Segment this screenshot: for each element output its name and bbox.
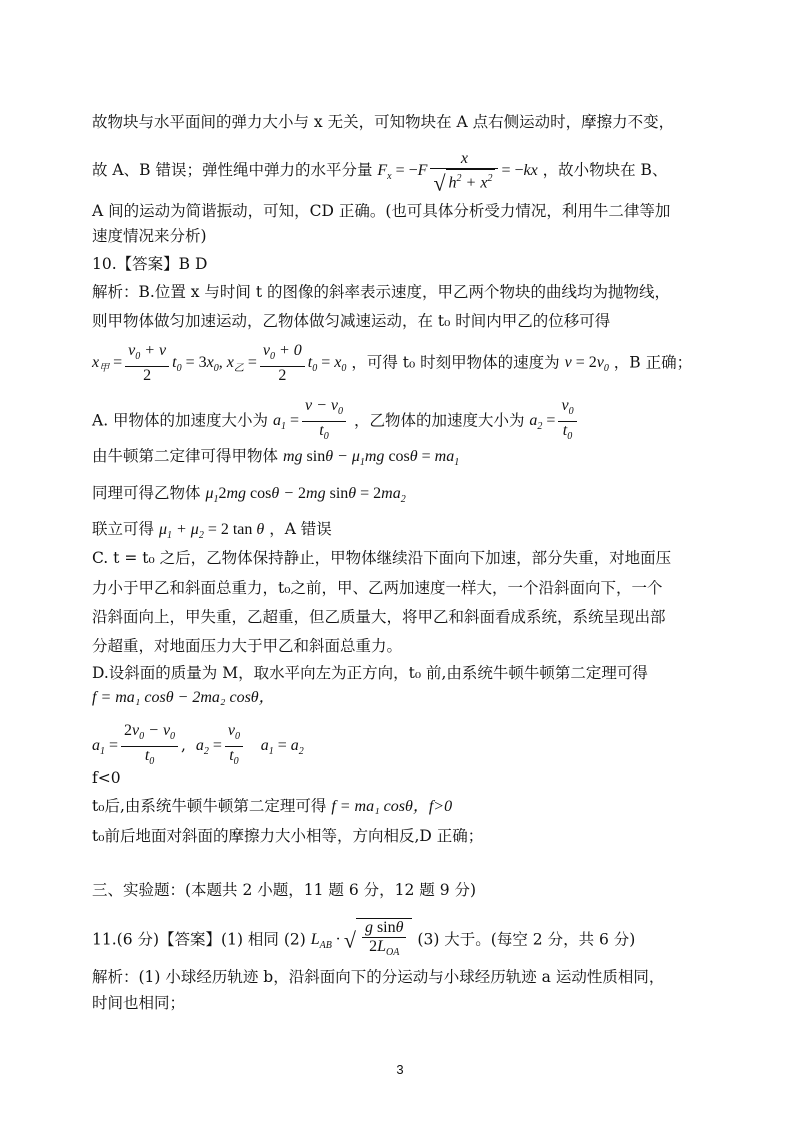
- text-segment: ，乙物体的加速度大小为: [353, 411, 525, 430]
- formula-friction: f = ma₁ cosθ − 2ma₂ cosθ，: [92, 689, 275, 706]
- formula-newton-jia: mg $\sin\theta - \mu_1mg$ $\cos\theta = ma_1$: [282, 448, 460, 469]
- formula-a2: $a_2$ = $\frac{v_0}{t_0}$: [529, 412, 579, 429]
- text-segment: 11.(6 分)【答案】(1) 相同 (2): [92, 930, 306, 949]
- text-segment: A. 甲物体的加速度大小为: [92, 411, 269, 430]
- text-segment: t₀后,由系统牛顿牛顿第二定理可得: [92, 797, 327, 815]
- text-line-formula-accel-values: $a_1$ = $\frac{2v_0 - v_0}{t_0}$ , $a_2$ = $\frac{v_0}{t_0}$ $a_1 = a_2$: [92, 722, 304, 768]
- formula-velocity: $v = 2v_0$: [564, 354, 609, 375]
- text-line: f<0: [92, 769, 121, 787]
- text-segment: 联立可得: [92, 520, 155, 538]
- text-line-after-t0: [92, 796, 452, 817]
- text-segment: ，可得 t₀ 时刻甲物体的速度为: [351, 353, 560, 372]
- text-line-formula-displacement: [92, 342, 692, 385]
- text-line: A 间的运动为简谐振动，可知，CD 正确。(也可具体分析受力情况，利用牛二律等加: [92, 202, 671, 220]
- text-line-answer-11: [92, 918, 635, 962]
- text-line: t₀前后地面对斜面的摩擦力大小相等，方向相反,D 正确；: [92, 827, 484, 845]
- formula-newton-yi: $\mu_12mg$ cosθ − 2mg $\sin\theta = 2ma_2$: [205, 485, 406, 506]
- text-line: C. t = t₀ 之后，乙物体保持静止，甲物体继续沿下面向下加速，部分失重，对地面压: [92, 549, 672, 567]
- text-line: 分超重，对地面压力大于甲乙和斜面总重力。: [92, 637, 403, 655]
- text-segment: (3) 大于。(每空 2 分，共 6 分): [417, 930, 636, 949]
- formula-fx: $F_x = -F$ $\frac{x}{√ h^2 + x^2}$ = −kx: [377, 150, 538, 196]
- answer-heading: 10.【答案】B D: [92, 255, 208, 273]
- text-line: 时间也相同；: [92, 994, 186, 1012]
- text-line: 沿斜面向上，甲失重，乙超重，但乙质量大，将甲乙和斜面看成系统，系统呈现出部: [92, 608, 666, 626]
- text-line: 解析：(1) 小球经历轨迹 b，沿斜面向下的分运动与小球经历轨迹 a 运动性质相同，: [92, 968, 665, 986]
- text-line-newton-yi: [92, 483, 406, 510]
- text-line: 解析：B.位置 x 与时间 t 的图像的斜率表示速度，甲乙两个物块的曲线均为抛物线，: [92, 283, 670, 301]
- text-line-formula-fx: [92, 150, 668, 196]
- text-segment: ，故小物块在 B、: [542, 161, 668, 179]
- section-heading: 三、实验题：(本题共 2 小题，11 题 6 分，12 题 9 分): [92, 881, 477, 899]
- formula-a2-value: $a_2$ = $\frac{v_0}{t_0}$: [196, 737, 246, 754]
- text-segment: 故 A、B 错误；弹性绳中弹力的水平分量: [92, 161, 373, 179]
- formula-a1-equals-a2: $a_1 = a_2$: [260, 737, 304, 758]
- page-number: 3: [396, 1062, 404, 1077]
- formula-friction-after: f = ma₁ cosθ，f>0: [331, 798, 453, 815]
- text-line: D.设斜面的质量为 M，取水平向左为正方向，t₀ 前,由系统牛顿牛顿第二定理可得: [92, 664, 648, 682]
- formula-mu-sum: $\mu_1 + \mu_2 = 2$ tan θ: [158, 521, 265, 542]
- text-line-newton-jia: [92, 446, 459, 473]
- text-line-formula-acceleration: [92, 397, 580, 446]
- text-line-combined: [92, 519, 332, 546]
- text-segment: 同理可得乙物体: [92, 484, 201, 502]
- formula-answer-11: $L_{AB}$ · √ $\frac{\text{g sinθ}}{2L_{OA}}$: [311, 931, 413, 948]
- text-line: 力小于甲乙和斜面总重力，t₀之前，甲、乙两加速度一样大，一个沿斜面向下，一个: [92, 579, 663, 597]
- text-line: 则甲物体做匀加速运动，乙物体做匀减速运动，在 t₀ 时间内甲乙的位移可得: [92, 312, 611, 330]
- formula-a1: $a_1$ = $\frac{v - v_0}{t_0}$: [273, 412, 349, 429]
- formula-a1-value: $a_1$ = $\frac{2v_0 - v_0}{t_0}$: [92, 737, 181, 754]
- text-segment: 由牛顿第二定律可得甲物体: [92, 447, 279, 465]
- text-line: 故物块与水平面间的弹力大小与 x 无关，可知物块在 A 点右侧运动时，摩擦力不变，: [92, 113, 675, 131]
- formula-displacement: $x_甲$ = $\frac{v_0 + v}{2}$ $t_0 = 3x_0$, $x_乙$ = $\frac{v_0 + 0}{2}$ $t_0 = x_0$: [92, 342, 347, 385]
- text-line: 速度情况来分析): [92, 227, 207, 245]
- text-segment: ，B 正确；: [613, 353, 693, 372]
- text-segment: ，A 错误: [269, 520, 332, 538]
